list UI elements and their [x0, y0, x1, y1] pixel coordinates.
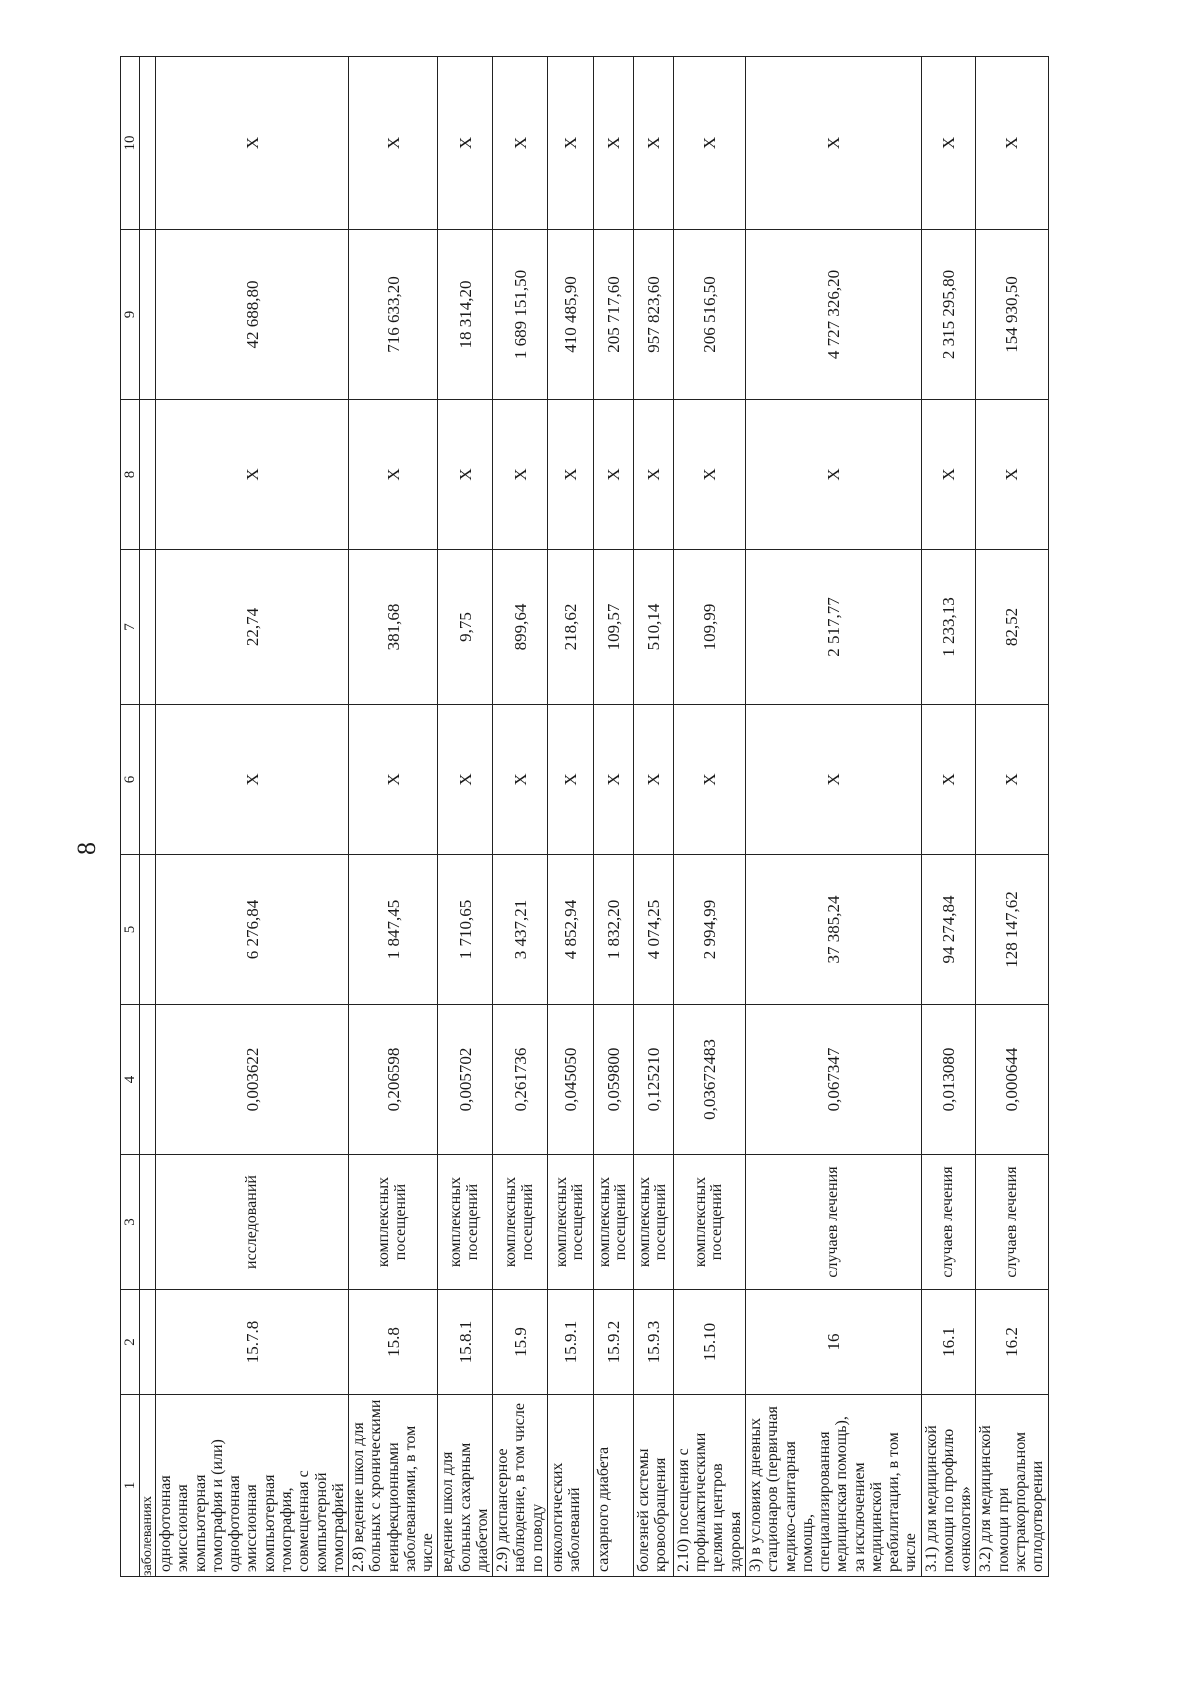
cell-col-1: 3) в условиях дневных стационаров (первичная медико-санитарная помощь, специализированная медицинская помощь), за исключением медицинской реабилитации, в том числе: [746, 1395, 922, 1577]
cell-col-4: 0,03672483: [673, 1005, 745, 1155]
cell-col-5: 4 074,25: [633, 855, 673, 1005]
cell-col-8: X: [921, 400, 976, 550]
cell-col-5: 4 852,94: [547, 855, 593, 1005]
cell-col-3: комплексных посещений: [349, 1155, 438, 1290]
cell-col-7: 109,99: [673, 550, 745, 705]
cell-col-2: 15.9.3: [633, 1290, 673, 1395]
cell-col-4: 0,261736: [493, 1005, 548, 1155]
column-number-row: [121, 57, 140, 1577]
cell-col-4: 0,059800: [593, 1005, 633, 1155]
cell-col-10: X: [976, 57, 1048, 230]
cell-col-4: 0,045050: [547, 1005, 593, 1155]
cell-col-10: X: [673, 57, 745, 230]
cell-col-5: 1 710,65: [438, 855, 493, 1005]
table-row: [438, 57, 493, 1577]
column-number: 3: [121, 1155, 140, 1290]
cell-col-6: X: [156, 705, 349, 855]
cell-col-9: 957 823,60: [633, 230, 673, 400]
column-number: 7: [121, 550, 140, 705]
column-number: 5: [121, 855, 140, 1005]
cell-col-1: 2.8) ведение школ для больных с хроническими неинфекционными заболеваниями, в том числе: [349, 1395, 438, 1577]
cell-col-3: случаев лечения: [746, 1155, 922, 1290]
cell-col-7: 510,14: [633, 550, 673, 705]
cell-col-8: X: [593, 400, 633, 550]
cell-col-8: X: [547, 400, 593, 550]
cell-col-8: X: [156, 400, 349, 550]
cell-col-2: 15.9.1: [547, 1290, 593, 1395]
table-row: [593, 57, 633, 1577]
cell-col-4: 0,206598: [349, 1005, 438, 1155]
cell-col-1: 3.2) для медицинской помощи при экстракорпоральном оплодотворении: [976, 1395, 1048, 1577]
cell-col-2: 16: [746, 1290, 922, 1395]
cell-col-9: 4 727 326,20: [746, 230, 922, 400]
column-number: 10: [121, 57, 140, 230]
cell-col-10: X: [746, 57, 922, 230]
cell-col-4: 0,125210: [633, 1005, 673, 1155]
cell-col-7: 9,75: [438, 550, 493, 705]
table-row: [633, 57, 673, 1577]
cell-col-2: 15.8: [349, 1290, 438, 1395]
cell-col-8: X: [976, 400, 1048, 550]
cell-col-7: 1 233,13: [921, 550, 976, 705]
cell-col-1: 3.1) для медицинской помощи по профилю «онкология»: [921, 1395, 976, 1577]
cell-col-8: X: [493, 400, 548, 550]
cell-col-8: X: [633, 400, 673, 550]
cell-col-7: 82,52: [976, 550, 1048, 705]
cell-col-6: X: [349, 705, 438, 855]
column-number: 9: [121, 230, 140, 400]
cell-col-5: 94 274,84: [921, 855, 976, 1005]
cell-col-6: X: [438, 705, 493, 855]
continuation-cell: заболеваниях: [140, 1395, 156, 1577]
cell-col-5: 128 147,62: [976, 855, 1048, 1005]
cell-col-9: 42 688,80: [156, 230, 349, 400]
cell-col-2: 15.8.1: [438, 1290, 493, 1395]
cell-col-8: X: [349, 400, 438, 550]
cell-col-9: 2 315 295,80: [921, 230, 976, 400]
cell-col-5: 37 385,24: [746, 855, 922, 1005]
table-row: [493, 57, 548, 1577]
cell-col-9: 18 314,20: [438, 230, 493, 400]
cell-col-9: 154 930,50: [976, 230, 1048, 400]
cell-col-1: ведение школ для больных сахарным диабетом: [438, 1395, 493, 1577]
continuation-row: [140, 57, 156, 1577]
cell-col-10: X: [633, 57, 673, 230]
cell-col-2: 15.10: [673, 1290, 745, 1395]
cell-col-5: 1 832,20: [593, 855, 633, 1005]
table-row: [746, 57, 922, 1577]
cell-col-5: 2 994,99: [673, 855, 745, 1005]
column-number: 1: [121, 1395, 140, 1577]
cell-col-9: 1 689 151,50: [493, 230, 548, 400]
table-row: [921, 57, 976, 1577]
cell-col-7: 381,68: [349, 550, 438, 705]
cell-col-4: 0,067347: [746, 1005, 922, 1155]
cell-col-4: 0,013080: [921, 1005, 976, 1155]
cell-col-3: комплексных посещений: [593, 1155, 633, 1290]
cell-col-6: X: [547, 705, 593, 855]
cell-col-6: X: [633, 705, 673, 855]
cell-col-7: 899,64: [493, 550, 548, 705]
cell-col-1: сахарного диабета: [593, 1395, 633, 1577]
cell-col-9: 205 717,60: [593, 230, 633, 400]
cell-col-4: 0,003622: [156, 1005, 349, 1155]
table-row: [349, 57, 438, 1577]
cell-col-3: комплексных посещений: [493, 1155, 548, 1290]
cell-col-9: 410 485,90: [547, 230, 593, 400]
cell-col-5: 1 847,45: [349, 855, 438, 1005]
cell-col-8: X: [438, 400, 493, 550]
column-number: 4: [121, 1005, 140, 1155]
cell-col-6: X: [593, 705, 633, 855]
cell-col-10: X: [547, 57, 593, 230]
cell-col-6: X: [746, 705, 922, 855]
cell-col-6: X: [921, 705, 976, 855]
cell-col-4: 0,000644: [976, 1005, 1048, 1155]
cell-col-3: исследований: [156, 1155, 349, 1290]
cell-col-10: X: [593, 57, 633, 230]
cell-col-3: комплексных посещений: [633, 1155, 673, 1290]
cell-col-1: болезней системы кровообращения: [633, 1395, 673, 1577]
cell-col-6: X: [493, 705, 548, 855]
cell-col-9: 206 516,50: [673, 230, 745, 400]
cell-col-10: X: [349, 57, 438, 230]
column-number: 6: [121, 705, 140, 855]
cell-col-7: 109,57: [593, 550, 633, 705]
cell-col-2: 15.9: [493, 1290, 548, 1395]
cell-col-9: 716 633,20: [349, 230, 438, 400]
cell-col-10: X: [156, 57, 349, 230]
table-row: [547, 57, 593, 1577]
cell-col-6: X: [673, 705, 745, 855]
cell-col-2: 15.7.8: [156, 1290, 349, 1395]
cell-col-3: случаев лечения: [921, 1155, 976, 1290]
cell-col-1: онкологических заболеваний: [547, 1395, 593, 1577]
cell-col-3: комплексных посещений: [673, 1155, 745, 1290]
cell-col-2: 15.9.2: [593, 1290, 633, 1395]
cell-col-7: 218,62: [547, 550, 593, 705]
cell-col-3: комплексных посещений: [438, 1155, 493, 1290]
cell-col-2: 16.2: [976, 1290, 1048, 1395]
table-row: [976, 57, 1048, 1577]
cell-col-5: 3 437,21: [493, 855, 548, 1005]
cell-col-3: случаев лечения: [976, 1155, 1048, 1290]
cell-col-1: 2.9) диспансерное наблюдение, в том числе по поводу: [493, 1395, 548, 1577]
cell-col-2: 16.1: [921, 1290, 976, 1395]
cell-col-7: 22,74: [156, 550, 349, 705]
cell-col-10: X: [438, 57, 493, 230]
cell-col-3: комплексных посещений: [547, 1155, 593, 1290]
data-table: [120, 56, 1049, 1577]
table-row: [156, 57, 349, 1577]
cell-col-1: 2.10) посещения с профилактическими целями центров здоровья: [673, 1395, 745, 1577]
column-number: 2: [121, 1290, 140, 1395]
cell-col-4: 0,005702: [438, 1005, 493, 1155]
column-number: 8: [121, 400, 140, 550]
table-row: [673, 57, 745, 1577]
cell-col-1: однофотонная эмиссионная компьютерная томография и (или) однофотонная эмиссионная компьютерная томография, совмещенная с компьютерной томографией: [156, 1395, 349, 1577]
cell-col-8: X: [746, 400, 922, 550]
cell-col-8: X: [673, 400, 745, 550]
page-number: 8: [72, 842, 101, 855]
cell-col-5: 6 276,84: [156, 855, 349, 1005]
cell-col-10: X: [921, 57, 976, 230]
cell-col-6: X: [976, 705, 1048, 855]
cell-col-7: 2 517,77: [746, 550, 922, 705]
cell-col-10: X: [493, 57, 548, 230]
